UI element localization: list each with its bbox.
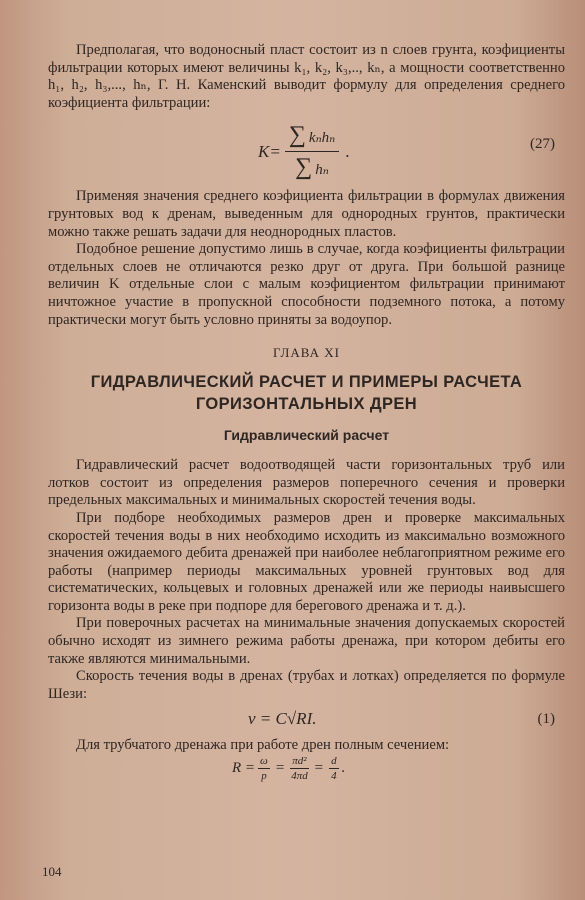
fraction-numerator: πd² <box>292 755 307 768</box>
formula-1-expression: v = C√RI. <box>248 709 317 729</box>
formula-27-fraction <box>285 122 339 181</box>
paragraph-solution: Подобное решение допустимо лишь в случае, когда коэфициенты фильтрации отдельных слоев не отличаются резко друг от друга. При большой разнице величин K отдельные слои с малым коэфициентом фильтрации принимают ничтожное участие в пропускной способности подземного потока, а потому практически могут быть условно приняты за водоупор. <box>48 241 565 328</box>
fraction-d-4 <box>329 755 339 782</box>
paragraph-verification: При поверочных расчетах на минимальные значения допускаемых скоростей обычно исходят из зимнего режима работы дренажа, при котором дебиты его также являются минимальными. <box>48 615 565 667</box>
formula-27-dot: . <box>345 141 350 161</box>
fraction-denominator: 4πd <box>291 770 308 783</box>
sum-sign: ∑ <box>288 122 306 149</box>
formula-27-lhs: K= <box>258 141 281 161</box>
chapter-title-line-2: ГОРИЗОНТАЛЬНЫХ ДРЕН <box>195 395 418 414</box>
formula-27-denominator <box>295 152 329 181</box>
fraction-numerator: d <box>331 755 337 768</box>
fraction-omega-p <box>258 755 270 782</box>
equation-number-27: (27) <box>530 136 555 153</box>
formula-27 <box>48 118 565 181</box>
formula-radius-expression <box>232 755 345 782</box>
formula-radius <box>48 755 565 795</box>
formula-radius-lhs: R = <box>232 760 256 777</box>
equals-sign: = <box>314 760 324 777</box>
paragraph-selection: При подборе необходимых размеров дрен и проверке максимальных скоростей течения воды в них необходимо исходить из максимально возможного значения ожидаемого дебита дренажей при наиболее неблагоприятном режиме его работы (например периоды максимальных уровней грунтовых вод для систематических, кольцевых и головных дренажей или же периоды наивысшего горизонта воды в реке при подпоре для берегового дренажа и т. д.). <box>48 509 565 614</box>
page-number: 104 <box>42 864 62 879</box>
formula-radius-end: . <box>341 760 346 777</box>
formula-27-expression <box>258 122 350 181</box>
fraction-denominator: p <box>261 770 267 783</box>
paragraph-chezy: Скорость течения воды в дренах (трубах и лотках) определяется по формуле Шези: <box>48 668 565 702</box>
fraction-pi-d <box>290 755 308 782</box>
numerator-text: kₙhₙ <box>308 130 336 147</box>
equation-number-1: (1) <box>537 711 555 728</box>
equals-sign: = <box>275 760 285 777</box>
chapter-title <box>48 371 565 415</box>
chapter-title-line-1: ГИДРАВЛИЧЕСКИЙ РАСЧЕТ И ПРИМЕРЫ РАСЧЕТА <box>90 373 523 392</box>
denominator-text: hₙ <box>315 162 329 179</box>
chapter-heading: ГЛАВА XI <box>273 345 340 361</box>
paragraph-applying: Применяя значения среднего коэфициента фильтрации в формулах движения грунтовых вод к дренам, выведенным для однородных грунтов, практически можно также решать задачи для неоднородных пластов. <box>48 188 565 240</box>
fraction-denominator: 4 <box>331 770 337 783</box>
section-subtitle: Гидравлический расчет <box>223 427 390 444</box>
paragraph-intro: Предполагая, что водоносный пласт состоит из n слоев грунта, коэфициенты фильтрации которых имеют величины k₁, k₂, k₃,.., kₙ, а мощности соответственно h₁, h₂, h₃,..., hₙ, Г. Н. Каменский выводит формулу для определения среднего коэфициента фильтрации: <box>48 42 565 111</box>
paragraph-tube-drain: Для трубчатого дренажа при работе дрен полным сечением: <box>76 737 450 754</box>
formula-27-numerator <box>285 122 339 152</box>
formula-1 <box>48 705 565 735</box>
fraction-numerator: ω <box>260 755 268 768</box>
paragraph-hydraulic: Гидравлический расчет водоотводящей части горизонтальных труб или лотков состоит из определения размеров поперечного сечения и проверки предельных максимальных и минимальных скоростей течения воды. <box>48 457 565 509</box>
sum-sign: ∑ <box>295 154 313 181</box>
